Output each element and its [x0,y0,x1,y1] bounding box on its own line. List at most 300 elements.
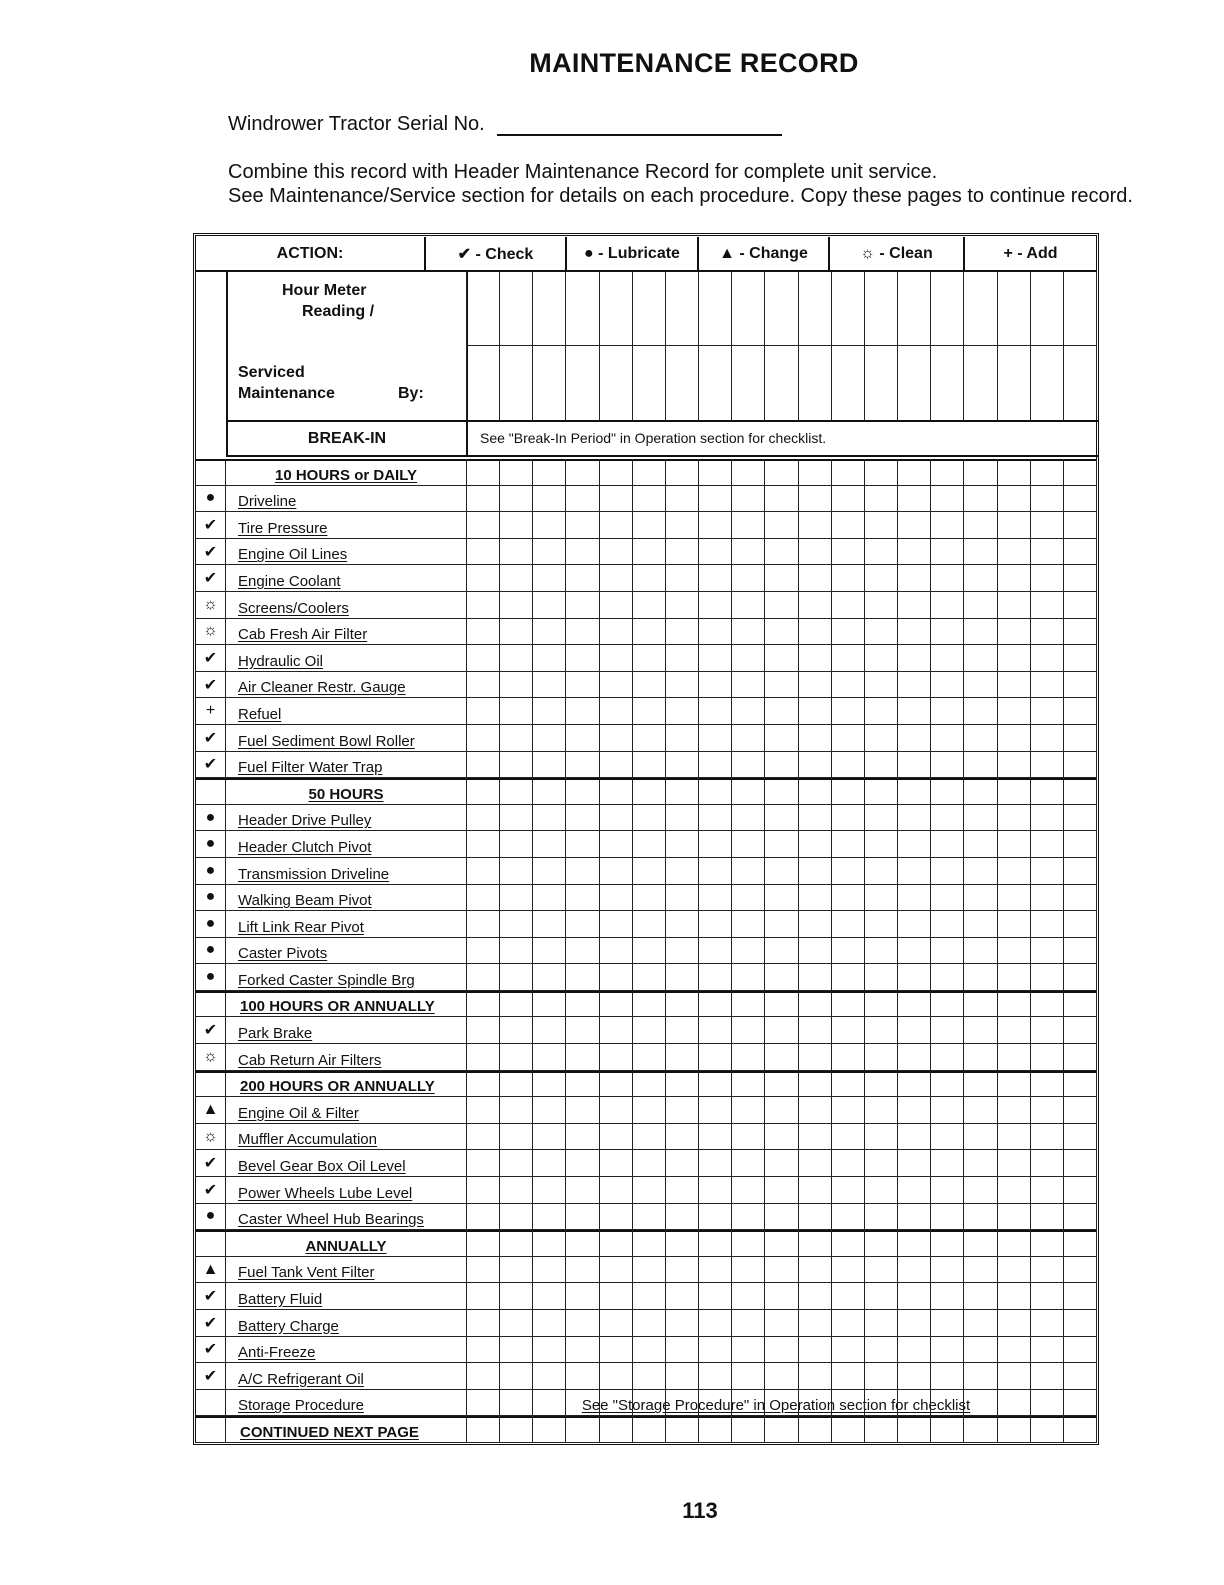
record-cell[interactable] [532,752,565,779]
record-cell[interactable] [665,964,698,991]
hour-reading-cell[interactable] [599,272,632,345]
record-cell[interactable] [997,1257,1030,1284]
record-cell[interactable] [565,858,598,885]
record-cell[interactable] [864,1071,897,1098]
record-cell[interactable] [532,885,565,912]
record-cell[interactable] [897,592,930,619]
record-cell[interactable] [565,512,598,539]
record-cell[interactable] [565,672,598,699]
record-cell[interactable] [532,1124,565,1151]
record-cell[interactable] [665,592,698,619]
record-cell[interactable] [565,1177,598,1204]
record-cell[interactable] [897,459,930,486]
serviced-by-cell[interactable] [897,345,930,420]
record-cell[interactable] [1030,1097,1063,1124]
record-cell[interactable] [665,1071,698,1098]
record-cell[interactable] [499,778,532,805]
record-cell[interactable] [499,565,532,592]
record-cell[interactable] [764,831,797,858]
record-cell[interactable] [864,911,897,938]
record-cell[interactable] [764,1097,797,1124]
record-cell[interactable] [632,1283,665,1310]
serviced-by-cell[interactable] [1030,345,1063,420]
record-cell[interactable] [665,911,698,938]
record-cell[interactable] [532,1390,565,1417]
record-cell[interactable] [499,1416,532,1443]
record-cell[interactable] [632,645,665,672]
record-cell[interactable] [930,938,963,965]
record-cell[interactable] [698,1044,731,1071]
record-cell[interactable] [1030,1124,1063,1151]
record-cell[interactable] [897,1124,930,1151]
record-cell[interactable] [466,1283,499,1310]
hour-reading-cell[interactable] [466,272,499,345]
record-cell[interactable] [1063,752,1096,779]
record-cell[interactable] [897,565,930,592]
record-cell[interactable] [632,512,665,539]
record-cell[interactable] [897,1230,930,1257]
record-cell[interactable] [831,1097,864,1124]
record-cell[interactable] [1030,805,1063,832]
record-cell[interactable] [963,1124,996,1151]
record-cell[interactable] [963,512,996,539]
record-cell[interactable] [864,698,897,725]
record-cell[interactable] [864,1124,897,1151]
record-cell[interactable] [864,885,897,912]
record-cell[interactable] [632,1390,665,1417]
record-cell[interactable] [466,1071,499,1098]
record-cell[interactable] [565,1097,598,1124]
record-cell[interactable] [963,1310,996,1337]
record-cell[interactable] [963,991,996,1018]
record-cell[interactable] [632,1044,665,1071]
record-cell[interactable] [632,698,665,725]
record-cell[interactable] [731,858,764,885]
record-cell[interactable] [831,831,864,858]
record-cell[interactable] [665,1363,698,1390]
record-cell[interactable] [963,1204,996,1231]
record-cell[interactable] [997,512,1030,539]
record-cell[interactable] [764,1337,797,1364]
record-cell[interactable] [665,885,698,912]
record-cell[interactable] [698,698,731,725]
record-cell[interactable] [466,858,499,885]
record-cell[interactable] [831,1337,864,1364]
record-cell[interactable] [532,911,565,938]
record-cell[interactable] [599,1257,632,1284]
record-cell[interactable] [532,1283,565,1310]
record-cell[interactable] [731,698,764,725]
record-cell[interactable] [997,778,1030,805]
record-cell[interactable] [698,1124,731,1151]
record-cell[interactable] [864,1257,897,1284]
record-cell[interactable] [764,672,797,699]
record-cell[interactable] [1063,459,1096,486]
record-cell[interactable] [665,752,698,779]
record-cell[interactable] [963,1283,996,1310]
record-cell[interactable] [565,486,598,513]
record-cell[interactable] [764,885,797,912]
record-cell[interactable] [798,1337,831,1364]
record-cell[interactable] [731,991,764,1018]
hour-reading-cell[interactable] [565,272,598,345]
record-cell[interactable] [963,778,996,805]
serviced-by-cell[interactable] [764,345,797,420]
record-cell[interactable] [599,698,632,725]
record-cell[interactable] [466,1177,499,1204]
record-cell[interactable] [1063,1150,1096,1177]
record-cell[interactable] [963,725,996,752]
record-cell[interactable] [599,1363,632,1390]
record-cell[interactable] [798,831,831,858]
record-cell[interactable] [963,486,996,513]
serviced-by-cell[interactable] [997,345,1030,420]
record-cell[interactable] [731,831,764,858]
record-cell[interactable] [798,1177,831,1204]
record-cell[interactable] [532,938,565,965]
record-cell[interactable] [897,486,930,513]
record-cell[interactable] [698,565,731,592]
record-cell[interactable] [466,1017,499,1044]
record-cell[interactable] [499,539,532,566]
record-cell[interactable] [864,1283,897,1310]
record-cell[interactable] [997,1310,1030,1337]
record-cell[interactable] [665,645,698,672]
record-cell[interactable] [831,619,864,646]
record-cell[interactable] [963,1017,996,1044]
record-cell[interactable] [1030,778,1063,805]
record-cell[interactable] [731,778,764,805]
record-cell[interactable] [963,1097,996,1124]
record-cell[interactable] [930,565,963,592]
record-cell[interactable] [798,486,831,513]
record-cell[interactable] [499,1310,532,1337]
record-cell[interactable] [466,1337,499,1364]
record-cell[interactable] [632,1416,665,1443]
record-cell[interactable] [1063,1044,1096,1071]
record-cell[interactable] [930,778,963,805]
record-cell[interactable] [565,565,598,592]
record-cell[interactable] [698,1097,731,1124]
serviced-by-cell[interactable] [532,345,565,420]
record-cell[interactable] [532,459,565,486]
record-cell[interactable] [930,486,963,513]
record-cell[interactable] [466,565,499,592]
record-cell[interactable] [466,725,499,752]
record-cell[interactable] [599,1177,632,1204]
record-cell[interactable] [632,885,665,912]
record-cell[interactable] [731,539,764,566]
record-cell[interactable] [897,725,930,752]
record-cell[interactable] [997,486,1030,513]
record-cell[interactable] [864,938,897,965]
record-cell[interactable] [565,1124,598,1151]
record-cell[interactable] [731,1257,764,1284]
record-cell[interactable] [698,1017,731,1044]
record-cell[interactable] [864,1230,897,1257]
record-cell[interactable] [466,539,499,566]
record-cell[interactable] [565,964,598,991]
record-cell[interactable] [831,1283,864,1310]
record-cell[interactable] [1063,1204,1096,1231]
record-cell[interactable] [731,938,764,965]
record-cell[interactable] [499,1017,532,1044]
record-cell[interactable] [632,1204,665,1231]
record-cell[interactable] [532,1310,565,1337]
record-cell[interactable] [997,991,1030,1018]
record-cell[interactable] [798,911,831,938]
record-cell[interactable] [930,831,963,858]
record-cell[interactable] [599,885,632,912]
record-cell[interactable] [632,752,665,779]
record-cell[interactable] [897,1310,930,1337]
record-cell[interactable] [499,885,532,912]
record-cell[interactable] [930,1177,963,1204]
record-cell[interactable] [864,1017,897,1044]
record-cell[interactable] [1063,805,1096,832]
record-cell[interactable] [665,486,698,513]
record-cell[interactable] [864,1337,897,1364]
record-cell[interactable] [963,1230,996,1257]
record-cell[interactable] [499,486,532,513]
record-cell[interactable] [731,1416,764,1443]
record-cell[interactable] [698,645,731,672]
record-cell[interactable] [632,459,665,486]
record-cell[interactable] [798,1097,831,1124]
record-cell[interactable] [599,592,632,619]
record-cell[interactable] [466,964,499,991]
record-cell[interactable] [532,672,565,699]
record-cell[interactable] [1063,1071,1096,1098]
record-cell[interactable] [1030,831,1063,858]
record-cell[interactable] [963,1071,996,1098]
record-cell[interactable] [764,964,797,991]
record-cell[interactable] [997,1363,1030,1390]
record-cell[interactable] [764,858,797,885]
record-cell[interactable] [532,1337,565,1364]
record-cell[interactable] [831,752,864,779]
record-cell[interactable] [466,619,499,646]
record-cell[interactable] [897,1363,930,1390]
record-cell[interactable] [665,1230,698,1257]
record-cell[interactable] [731,1363,764,1390]
record-cell[interactable] [1030,964,1063,991]
record-cell[interactable] [1030,1310,1063,1337]
record-cell[interactable] [864,1097,897,1124]
record-cell[interactable] [632,1337,665,1364]
record-cell[interactable] [764,991,797,1018]
record-cell[interactable] [698,512,731,539]
record-cell[interactable] [897,672,930,699]
record-cell[interactable] [831,565,864,592]
record-cell[interactable] [565,1416,598,1443]
record-cell[interactable] [897,831,930,858]
record-cell[interactable] [599,512,632,539]
record-cell[interactable] [599,911,632,938]
record-cell[interactable] [997,592,1030,619]
record-cell[interactable] [532,1017,565,1044]
record-cell[interactable] [632,1017,665,1044]
record-cell[interactable] [798,1257,831,1284]
record-cell[interactable] [466,1044,499,1071]
record-cell[interactable] [599,1230,632,1257]
record-cell[interactable] [599,964,632,991]
record-cell[interactable] [565,645,598,672]
record-cell[interactable] [764,911,797,938]
record-cell[interactable] [665,725,698,752]
record-cell[interactable] [831,1390,864,1417]
record-cell[interactable] [997,1416,1030,1443]
record-cell[interactable] [1030,1337,1063,1364]
serviced-by-cell[interactable] [466,345,499,420]
record-cell[interactable] [930,459,963,486]
hour-reading-cell[interactable] [1030,272,1063,345]
record-cell[interactable] [930,1257,963,1284]
record-cell[interactable] [698,1337,731,1364]
record-cell[interactable] [1063,831,1096,858]
record-cell[interactable] [963,938,996,965]
record-cell[interactable] [632,539,665,566]
record-cell[interactable] [499,698,532,725]
record-cell[interactable] [864,1363,897,1390]
record-cell[interactable] [698,725,731,752]
record-cell[interactable] [764,698,797,725]
record-cell[interactable] [1030,698,1063,725]
record-cell[interactable] [798,1310,831,1337]
record-cell[interactable] [565,725,598,752]
record-cell[interactable] [963,1337,996,1364]
record-cell[interactable] [565,1283,598,1310]
record-cell[interactable] [897,1071,930,1098]
record-cell[interactable] [764,752,797,779]
record-cell[interactable] [764,1257,797,1284]
record-cell[interactable] [1030,592,1063,619]
record-cell[interactable] [731,1044,764,1071]
record-cell[interactable] [665,858,698,885]
record-cell[interactable] [698,991,731,1018]
record-cell[interactable] [764,1310,797,1337]
record-cell[interactable] [997,752,1030,779]
record-cell[interactable] [1063,1097,1096,1124]
record-cell[interactable] [1030,752,1063,779]
record-cell[interactable] [731,1204,764,1231]
record-cell[interactable] [599,752,632,779]
record-cell[interactable] [864,991,897,1018]
record-cell[interactable] [632,565,665,592]
record-cell[interactable] [466,885,499,912]
record-cell[interactable] [1063,1390,1096,1417]
record-cell[interactable] [897,858,930,885]
record-cell[interactable] [930,539,963,566]
record-cell[interactable] [864,512,897,539]
record-cell[interactable] [731,619,764,646]
record-cell[interactable] [798,1071,831,1098]
record-cell[interactable] [466,752,499,779]
serial-number-field[interactable] [497,134,782,136]
record-cell[interactable] [599,1416,632,1443]
record-cell[interactable] [731,885,764,912]
record-cell[interactable] [731,964,764,991]
record-cell[interactable] [997,964,1030,991]
record-cell[interactable] [665,1017,698,1044]
record-cell[interactable] [831,645,864,672]
record-cell[interactable] [665,1177,698,1204]
record-cell[interactable] [930,964,963,991]
record-cell[interactable] [798,539,831,566]
record-cell[interactable] [997,459,1030,486]
record-cell[interactable] [997,831,1030,858]
record-cell[interactable] [632,938,665,965]
record-cell[interactable] [831,911,864,938]
record-cell[interactable] [798,698,831,725]
record-cell[interactable] [1063,645,1096,672]
record-cell[interactable] [499,1257,532,1284]
record-cell[interactable] [565,459,598,486]
record-cell[interactable] [499,512,532,539]
record-cell[interactable] [1030,1204,1063,1231]
record-cell[interactable] [963,1150,996,1177]
record-cell[interactable] [599,1310,632,1337]
record-cell[interactable] [930,1124,963,1151]
record-cell[interactable] [665,1337,698,1364]
record-cell[interactable] [997,1177,1030,1204]
record-cell[interactable] [1063,1337,1096,1364]
record-cell[interactable] [1063,539,1096,566]
record-cell[interactable] [499,1230,532,1257]
record-cell[interactable] [632,1150,665,1177]
record-cell[interactable] [831,539,864,566]
record-cell[interactable] [963,752,996,779]
record-cell[interactable] [632,1097,665,1124]
record-cell[interactable] [499,725,532,752]
hour-reading-cell[interactable] [831,272,864,345]
record-cell[interactable] [632,1257,665,1284]
record-cell[interactable] [1030,672,1063,699]
record-cell[interactable] [565,619,598,646]
record-cell[interactable] [1063,725,1096,752]
record-cell[interactable] [798,885,831,912]
record-cell[interactable] [532,1416,565,1443]
record-cell[interactable] [798,1124,831,1151]
record-cell[interactable] [565,1337,598,1364]
record-cell[interactable] [963,1257,996,1284]
record-cell[interactable] [565,831,598,858]
record-cell[interactable] [798,805,831,832]
record-cell[interactable] [665,672,698,699]
record-cell[interactable] [1063,698,1096,725]
record-cell[interactable] [864,1204,897,1231]
record-cell[interactable] [599,486,632,513]
record-cell[interactable] [698,1177,731,1204]
record-cell[interactable] [1030,1044,1063,1071]
record-cell[interactable] [665,459,698,486]
record-cell[interactable] [897,1177,930,1204]
record-cell[interactable] [897,1337,930,1364]
record-cell[interactable] [466,1204,499,1231]
record-cell[interactable] [698,938,731,965]
record-cell[interactable] [864,1390,897,1417]
record-cell[interactable] [997,885,1030,912]
record-cell[interactable] [731,725,764,752]
record-cell[interactable] [565,1071,598,1098]
record-cell[interactable] [599,805,632,832]
record-cell[interactable] [997,1337,1030,1364]
record-cell[interactable] [764,1390,797,1417]
record-cell[interactable] [499,1044,532,1071]
record-cell[interactable] [1030,1416,1063,1443]
record-cell[interactable] [864,1416,897,1443]
serviced-by-cell[interactable] [565,345,598,420]
